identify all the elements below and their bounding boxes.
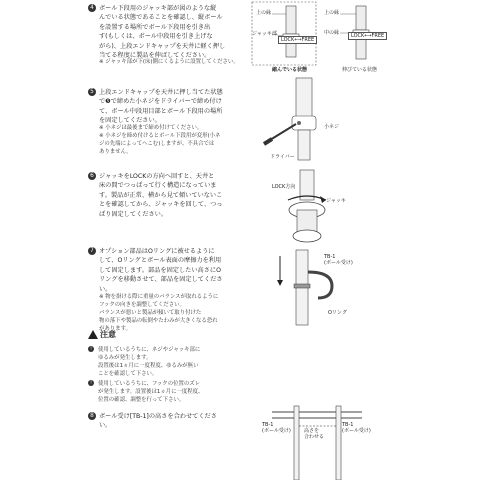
- label-lock-free-2: LOCK⟷FREE: [348, 32, 387, 40]
- figure-tb1: [262, 406, 372, 480]
- label-height: 高さを 合わせる: [304, 428, 325, 440]
- figure-jack-states: [250, 0, 385, 75]
- label-driver: ドライバー: [270, 154, 295, 160]
- screw-diagram: [262, 78, 352, 160]
- step-number: 8: [88, 412, 96, 420]
- caution-title: 注意: [100, 330, 116, 339]
- step-text: オプション部品はOリングに被せるように して、Oリングとボール表面の摩擦力を利用 して固定します。部品を固定したい高さにO リングを移動させて、部品を固定してくださ い。: [99, 248, 223, 293]
- lock-diagram: [270, 170, 370, 250]
- step-note: ※ ジャッキ部が下(床)側にくるように設置してください。: [99, 59, 239, 65]
- caution-text: 使用しているうちに、フックの位置のズレ が発生します。設置後は1ヵ月に一度程度、 位置の確認、調整を行って下さい。: [98, 381, 204, 403]
- step-number: 4: [88, 4, 96, 12]
- label-oring: Oリング: [328, 310, 347, 316]
- step-number: 5: [88, 88, 96, 96]
- step-note: ※ 小ネジは最後まで締め付けてください。 ※ 小ネジを締め付けるとボール下段用が変形(小ネ ジの先端によってへこむ)しますが、不具合では ありません。: [99, 125, 221, 155]
- step-text: ジャッキをLOCKの方向へ回すと、天井と 床の間でつっぱって行く構造になっていま す。製品が正常、横から見て傾いていないこ とを確認してから、ジャッキを回して、つっ ぱり固定してください。: [99, 173, 223, 218]
- label-lock-direction: LOCK方向: [272, 184, 296, 190]
- step-text: ボール受け[TB-1]の高さを合わせてくださ い。: [99, 413, 217, 430]
- caution-text: 使用しているうちに、ネジやジャッキ部に ゆるみが発生します。 設置後は1ヵ月に一度程度、ゆるみが無い ことを確認して下さい。: [98, 347, 201, 377]
- label-jack: ジャッキ: [326, 198, 346, 204]
- step-note: ※ 物を掛ける際に重量のバランスが取れるように フックの向きを調整してください。 バランスが悪いと製品が傾いて取り付けた 物の落下や製品の転倒やたわみが大きくなる恐れ があります。: [99, 294, 219, 332]
- label-ceiling: 上の縁: [256, 10, 272, 16]
- label-lock-free: LOCK⟷FREE: [278, 36, 317, 44]
- label-tb1: TB-1 (ボール受け): [324, 254, 353, 266]
- step-number: 6: [88, 172, 96, 180]
- figure-oring: [270, 250, 380, 325]
- step-text: 上段エンドキャップを天井に押し当てた状態 で❺で締めた小ネジをドライバーで締め付け て、ボール中段用目部とボール下段用の場所 を固定してください。: [99, 89, 223, 125]
- caption-collapsed: 縮んでいる状態: [272, 67, 308, 73]
- label-tb1-left: TB-1 (ボール受け): [262, 422, 291, 434]
- figure-screw: [262, 78, 352, 160]
- step-number: 7: [88, 247, 96, 255]
- figure-lock: [270, 170, 370, 250]
- tb1-diagram: [262, 406, 372, 480]
- bullet-icon: !: [88, 380, 94, 386]
- label-middle: 中の縁: [324, 30, 340, 36]
- label-tb1-right: TB-1 (ボール受け): [342, 422, 371, 434]
- label-screw: 小ネジ: [324, 124, 340, 130]
- label-ceiling-2: 上の縁: [324, 10, 340, 16]
- caution-box: [88, 330, 258, 420]
- warning-icon: [88, 330, 98, 339]
- bullet-icon: !: [88, 346, 94, 352]
- caption-extended: 伸びている状態: [342, 67, 378, 73]
- step-text: ボール下段用のジャッキ部が図のような縦 んでいる状態であることを確認し、縦ボール を設置する場所でボール下段用を引き出 す(もしくは、ボール中段用を引き上げな がら)、上段エンドキャップを天井に軽く押し 当てる程度に製品を伸ばしてください。: [99, 5, 226, 60]
- label-jack: ジャッキ部: [252, 31, 277, 37]
